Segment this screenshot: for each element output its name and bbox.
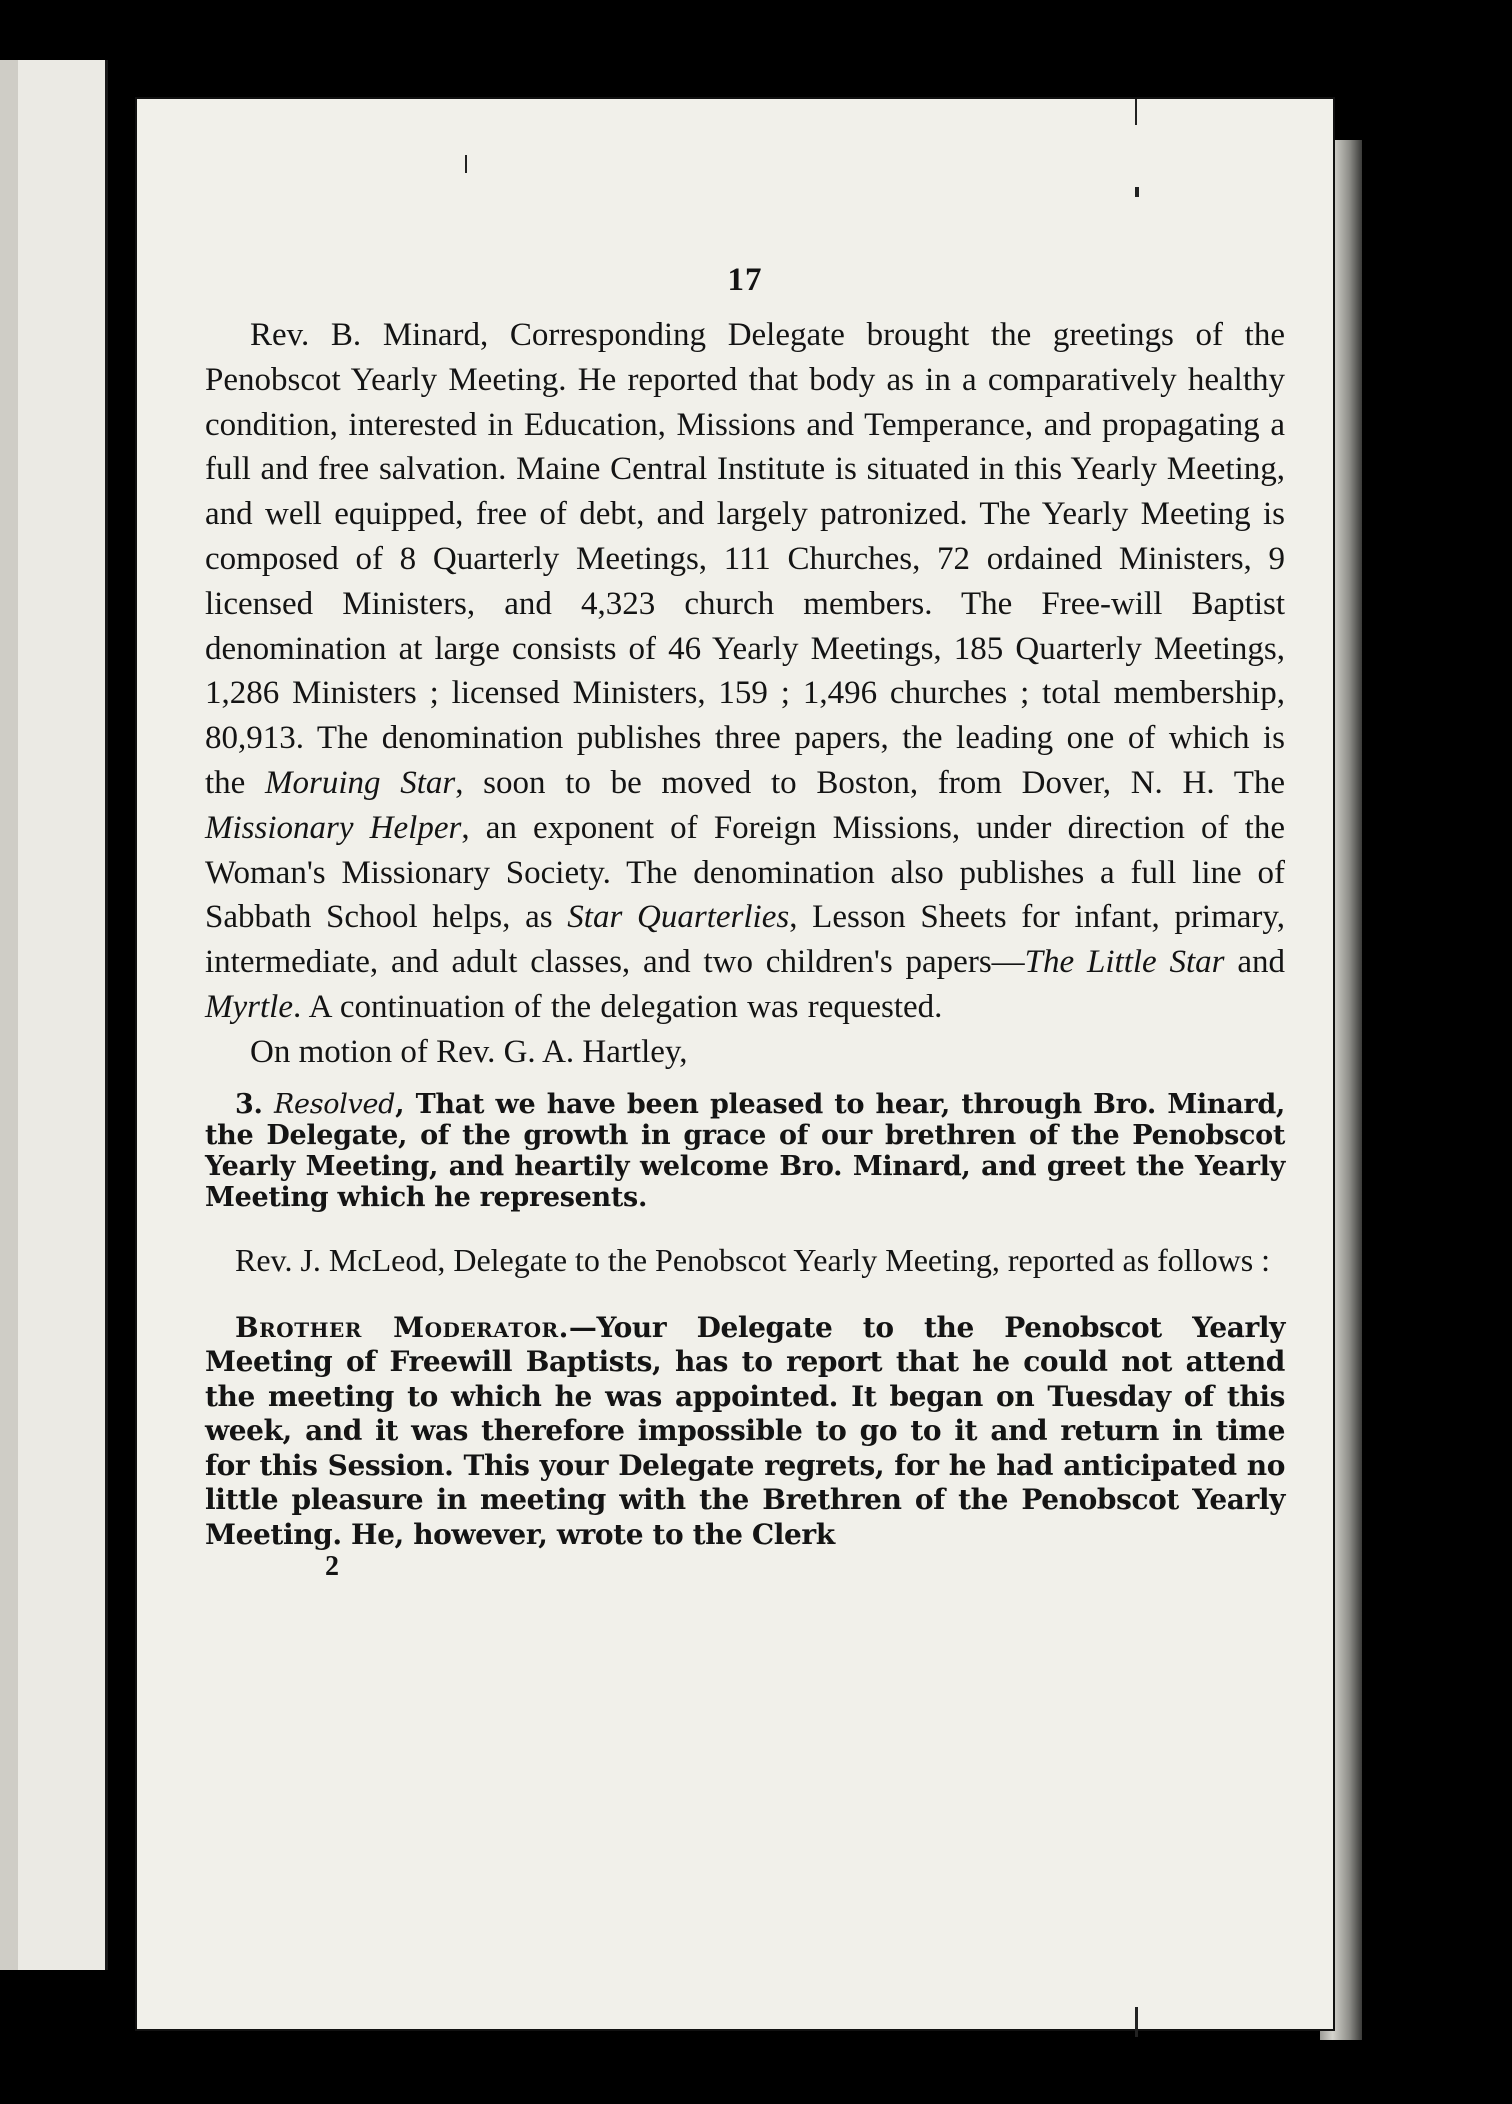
paragraph-text-5: and — [1224, 944, 1285, 981]
title-little-star: The Little Star — [1024, 944, 1225, 981]
resolution-keyword: Resolved — [273, 1088, 396, 1120]
resolution-text: , That we have been pleased to hear, through Bro. Minard, the Delegate, of the growth in grace of our brethren of the Penobscot Yearly Meeting, and heartily welcome Bro. Minard, and greet the Yearly Meeting which he represents. — [205, 1088, 1286, 1213]
paragraph-text-6: . A continuation of the delegation was requested. — [292, 988, 943, 1025]
scan-speck — [465, 155, 467, 173]
facing-page-edge — [0, 60, 108, 1970]
signature-mark: 2 — [325, 1551, 339, 1583]
title-morning-star: Moruing Star — [265, 764, 456, 801]
report-intro: Rev. J. McLeod, Delegate to the Penobscot Yearly Meeting, reported as follows : — [235, 1241, 1271, 1278]
facing-page-shadow — [0, 60, 18, 1970]
page-number: 17 — [727, 262, 763, 298]
scan-speck — [1135, 187, 1139, 197]
minard-paragraph — [205, 313, 1285, 1030]
paragraph-text-2: , soon to be moved to Boston, from Dover, N. H. The — [455, 764, 1285, 801]
motion-line: On motion of Rev. G. A. Hartley, — [250, 1033, 688, 1070]
title-myrtle: Myrtle — [205, 988, 293, 1025]
resolution-number: 3. — [235, 1088, 274, 1120]
scan-speck — [1135, 2007, 1138, 2037]
title-missionary-helper: Missionary Helper — [205, 809, 462, 846]
report-salutation: Brother Moderator. — [235, 1310, 569, 1344]
document-page — [135, 97, 1335, 2031]
paragraph-text-lead: Rev. B. Minard, Corresponding Delegate brought the greetings of the Penobscot Yearly Meeting. He reported that body as in a comparatively healthy condition, interested in Education, Missions and Temperance, and propagating a full and free salvation. Maine Central Institute is situated in this Yearly Meeting, and well equipped, free of debt, and largely patronized. The Yearly Meeting is composed of 8 Quarterly Meetings, 111 Churches, 72 ordained Ministers, 9 licensed Ministers, and 4,323 church members. The Free-will Baptist denomination at large consists of 46 Yearly Meetings, 185 Quarterly Meetings, 1,286 Ministers ; licensed Ministers, 159 ; 1,496 churches ; total membership, 80,913. The denomination publishes three papers, the leading one of which is the — [205, 317, 1285, 801]
paragraph-text-3: , an exponent of Foreign Missions, under direction of the Woman's Missionary Society. The denomination also publishes a full line of Sabbath School helps, as — [205, 809, 1285, 936]
page-content — [205, 262, 1285, 1582]
delegate-report — [205, 1311, 1285, 1553]
title-star-quarterlies: Star Quarterlies — [567, 899, 790, 936]
scan-speck — [1135, 99, 1137, 125]
resolution-paragraph — [205, 1089, 1285, 1213]
paragraph-text-4: , Lesson Sheets for infant, primary, intermediate, and adult classes, and two children's papers— — [205, 899, 1286, 981]
report-text: —Your Delegate to the Penobscot Yearly Meeting of Freewill Baptists, has to report that he could not attend the meeting to which he was appointed. It began on Tuesday of this week, and it was therefore impossible to go to it and return in time for this Session. This your Delegate regrets, for he had anticipated no little pleasure in meeting with the Brethren of the Penobscot Yearly Meeting. He, however, wrote to the Clerk — [205, 1310, 1286, 1551]
